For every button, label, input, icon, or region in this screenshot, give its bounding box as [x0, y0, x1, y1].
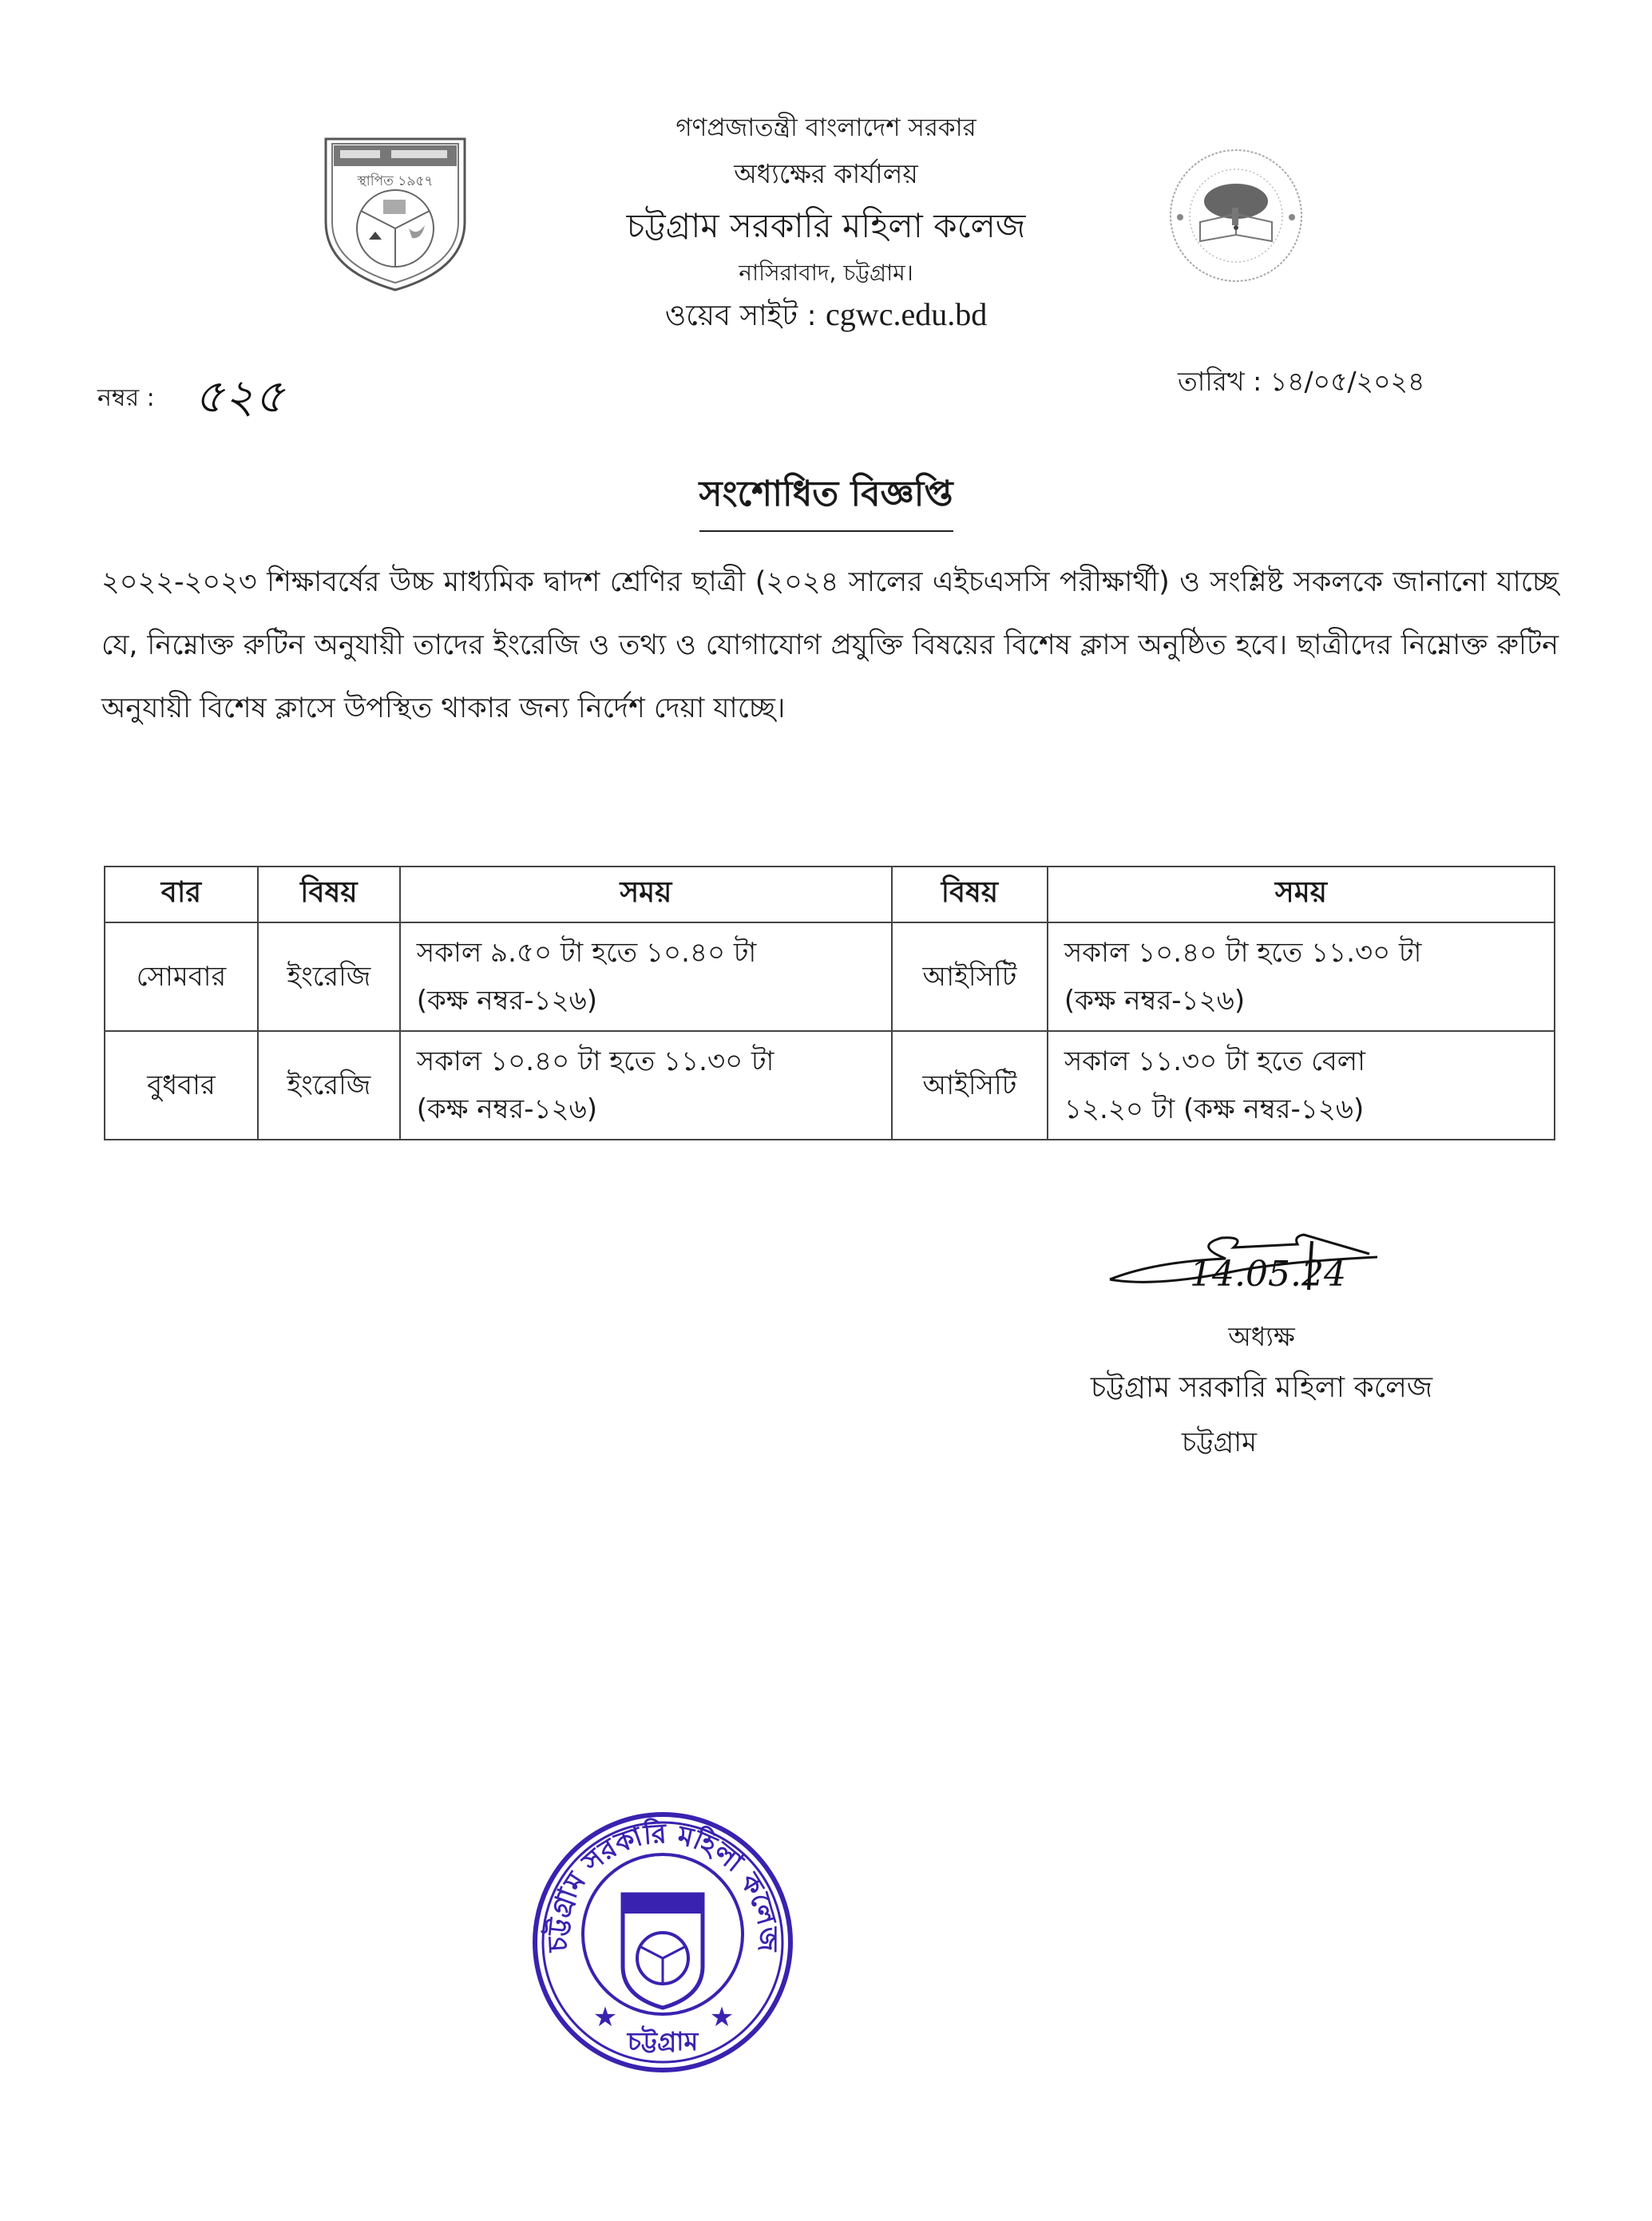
- date-value: ১৪/০৫/২০২৪: [1270, 366, 1425, 397]
- header-subject-1: বিষয়: [258, 867, 400, 922]
- header-day: বার: [105, 867, 258, 922]
- date-label: তারিখ :: [1178, 366, 1262, 397]
- stamp-bottom-text: চট্টগ্রাম: [627, 2026, 699, 2056]
- cell-time-1: [400, 922, 892, 1031]
- official-seal-stamp: [527, 1807, 798, 2078]
- header-subject-2: বিষয়: [892, 867, 1048, 922]
- cell-subject-2: আইসিটি: [892, 922, 1048, 1031]
- reference-value: ৫২৫: [194, 369, 285, 423]
- routine-table: [104, 866, 1555, 1140]
- signature-date: 14.05.24: [1190, 1254, 1346, 1295]
- cell-day: সোমবার: [105, 922, 258, 1031]
- time-range: সকাল ১১.৩০ টা হতে বেলা: [1064, 1045, 1365, 1077]
- stamp-star-icon: ★: [709, 2001, 735, 2033]
- signatory-title: অধ্যক্ষ: [1228, 1321, 1295, 1352]
- room-number: ১২.২০ টা (কক্ষ নম্বর-১২৬): [1064, 1093, 1365, 1125]
- header-website: [0, 294, 1652, 342]
- reference-label: নম্বর :: [97, 384, 155, 412]
- college-crest-icon: [319, 134, 471, 294]
- signatory-organization: চট্টগ্রাম সরকারি মহিলা কলেজ: [1090, 1371, 1433, 1404]
- notice-title-text: সংশোধিত বিজ্ঞপ্তি: [699, 467, 953, 532]
- reference-number: [97, 361, 284, 438]
- room-number: (কক্ষ নম্বর-১২৬): [416, 985, 598, 1017]
- table-row: [105, 1031, 1555, 1140]
- cell-day: বুধবার: [105, 1031, 258, 1140]
- room-number: (কক্ষ নম্বর-১২৬): [416, 1093, 598, 1125]
- cell-time-2: [1048, 1031, 1555, 1140]
- cell-time-1: [400, 1031, 892, 1140]
- book-tree-emblem-icon: [1156, 145, 1316, 285]
- stamp-crest-icon: [623, 1894, 703, 2008]
- room-number: (কক্ষ নম্বর-১২৬): [1064, 985, 1246, 1017]
- website-url[interactable]: cgwc.edu.bd: [826, 296, 988, 332]
- time-range: সকাল ৯.৫০ টা হতে ১০.৪০ টা: [416, 937, 757, 969]
- cell-time-2: [1048, 922, 1555, 1031]
- header-office-line: অধ্যক্ষের কার্যালয়: [734, 158, 918, 189]
- website-label: ওয়েব সাইট :: [664, 299, 817, 332]
- crest-year-text: স্থাপিত ১৯৫৭: [357, 173, 434, 189]
- header-time-1: সময়: [400, 867, 892, 922]
- notice-date: [1178, 361, 1424, 406]
- time-range: সকাল ১০.৪০ টা হতে ১১.৩০ টা: [1064, 937, 1422, 969]
- stamp-star-icon: ★: [592, 2001, 618, 2033]
- time-range: সকাল ১০.৪০ টা হতে ১১.৩০ টা: [416, 1045, 774, 1077]
- cell-subject-1: ইংরেজি: [258, 1031, 400, 1140]
- header-address: নাসিরাবাদ, চট্টগ্রাম।: [739, 260, 913, 286]
- table-row: [105, 922, 1555, 1031]
- signatory-city: চট্টগ্রাম: [1182, 1426, 1257, 1458]
- notice-body: ২০২২-২০২৩ শিক্ষাবর্ষের উচ্চ মাধ্যমিক দ্বাদশ শ্রেণির ছাত্রী (২০২৪ সালের এইচএসসি পরীক্ষার্থী) ও সংশ্লিষ্ট সকলকে জানানো যাচ্ছে যে, নিম্নোক্ত রুটিন অনুযায়ী তাদের ইংরেজি ও তথ্য ও যোগাযোগ প্রযুক্তি বিষয়ের বিশেষ ক্লাস অনুষ্ঠিত হবে। ছাত্রীদের নিম্নোক্ত রুটিন অনুযায়ী বিশেষ ক্লাসে উপস্থিত থাকার জন্য নির্দেশ দেয়া যাচ্ছে।: [101, 566, 1559, 724]
- notice-title: [0, 467, 1652, 532]
- header-time-2: সময়: [1048, 867, 1555, 922]
- cell-subject-2: আইসিটি: [892, 1031, 1048, 1140]
- header-govt-line: গণপ্রজাতন্ত্রী বাংলাদেশ সরকার: [675, 113, 977, 142]
- table-header-row: [105, 867, 1555, 922]
- cell-subject-1: ইংরেজি: [258, 922, 400, 1031]
- stamp-outer-text: চট্টগ্রাম সরকারি মহিলা কলেজ: [541, 1818, 784, 1953]
- header-college-name: চট্টগ্রাম সরকারি মহিলা কলেজ: [626, 206, 1026, 245]
